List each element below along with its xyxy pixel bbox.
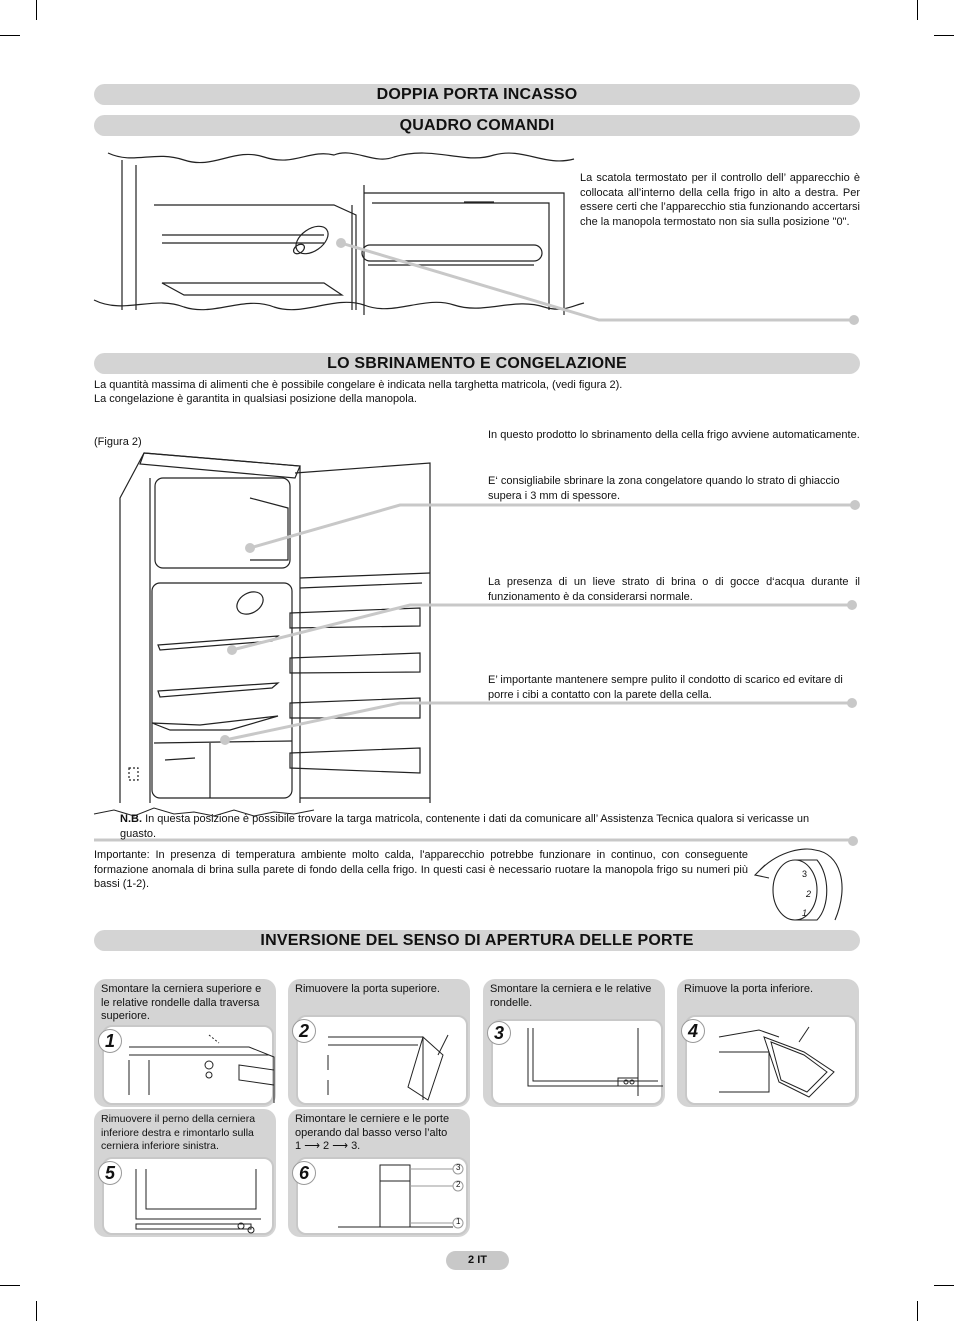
callout-dot (849, 315, 859, 325)
remove-bottom-door-drawing (709, 1022, 859, 1102)
knob-label: 3 (802, 869, 808, 879)
heading-doppia-porta: DOPPIA PORTA INCASSO (94, 84, 860, 105)
crop-mark (36, 0, 37, 20)
step-image (102, 1157, 274, 1235)
seq-3: 3. (351, 1140, 361, 1152)
step-number: 3 (487, 1021, 511, 1045)
note-drain: E’ importante mantenere sempre pulito il condotto di scarico ed evitare di porre i cibi a contatto con la parete della cella. (488, 674, 843, 701)
crop-mark (917, 1301, 918, 1321)
crop-mark (36, 1301, 37, 1321)
knob-label: 2 (806, 889, 812, 899)
step-text: Smontare la cerniera e le relative rondelle. (490, 983, 652, 1009)
nb-label: N.B. (120, 813, 142, 825)
step-text-main: Rimontare le cerniere e le porte operando dal basso verso l’alto (295, 1113, 450, 1139)
heading-quadro-comandi: QUADRO COMANDI (94, 115, 860, 136)
step-text: Rimuovere la porta superiore. (295, 983, 440, 995)
step-number: 1 (98, 1029, 122, 1053)
order-label: 2 (456, 1180, 461, 1189)
step-text: Rimuove la porta inferiore. (684, 983, 814, 995)
note-automatic-defrost: In questo prodotto lo sbrinamento della cella frigo avviene automaticamente. (488, 429, 860, 441)
arrow-right-icon: ⟶ (304, 1140, 320, 1152)
step-card-1 (94, 979, 276, 1107)
heading-sbrinamento: LO SBRINAMENTO E CONGELAZIONE (94, 353, 860, 374)
crop-mark (0, 35, 20, 36)
arrow-right-icon: ⟶ (332, 1140, 348, 1152)
step-card-3 (483, 979, 665, 1107)
step-image (685, 1015, 857, 1105)
step-text: Smontare la cerniera superiore e le relative rondelle dalla traversa superiore. (101, 983, 262, 1022)
step-number: 2 (292, 1019, 316, 1043)
step-number: 5 (98, 1161, 122, 1185)
heading-inversione: INVERSIONE DEL SENSO DI APERTURA DELLE PORTE (94, 930, 860, 951)
intro-line-2: La congelazione è garantita in qualsiasi posizione della manopola. (94, 393, 417, 405)
step-number: 6 (292, 1161, 316, 1185)
note-frost-normal: La presenza di un lieve strato di brina o di gocce d‘acqua durante il funzionamento è da considerarsi normale. (488, 576, 860, 603)
step-card-4 (677, 979, 859, 1107)
crop-mark (0, 1285, 20, 1286)
step-image (491, 1019, 663, 1105)
order-label: 3 (456, 1163, 461, 1172)
hinge-bottom-drawing (126, 1164, 276, 1234)
step-text (295, 1113, 464, 1154)
nb-note (120, 812, 820, 841)
step-image (296, 1157, 468, 1235)
crop-mark (917, 0, 918, 20)
importante-note: Importante: In presenza di temperatura ambiente molto calda, l'apparecchio potrebbe funzionare in continuo, con conseguente formazione anomala di brina sulla parete di fondo della cella frigo. In questi casi è necessario ruotare la manopola frigo su numeri più bassi (1-2). (94, 849, 748, 890)
intro-line-1: La quantità massima di alimenti che è possibile congelare è indicata nella targhetta matricola, (vedi figura 2). (94, 379, 623, 391)
step-image (296, 1015, 468, 1105)
sequence (295, 1140, 360, 1152)
reassemble-drawing (318, 1161, 468, 1233)
remove-top-door-drawing (323, 1025, 473, 1100)
seq-1: 1 (295, 1140, 302, 1152)
step-image (102, 1025, 274, 1105)
hinge-top-drawing (129, 1035, 279, 1103)
step-card-6 (288, 1109, 470, 1237)
note-defrost-freezer: E‘ consigliabile sbrinare la zona congelatore quando lo strato di ghiaccio supera i 3 mm di spessore. (488, 475, 840, 502)
crop-mark (934, 1285, 954, 1286)
nb-text: In questa posizione è possibile trovare la targa matricola, contenente i dati da comunicare all’ Assistenza Tecnica qualora si vericasse un guasto. (120, 813, 810, 840)
page-number: 2 IT (446, 1251, 509, 1270)
figure-label: (Figura 2) (94, 436, 142, 448)
seq-2: 2 (323, 1140, 330, 1152)
quadro-text: La scatola termostato per il controllo dell’ apparecchio è collocata all’interno della cella frigo in alto a destra. Per essere certi che l’apparecchio stia funzionando accertarsi che la manopola termostato non sia sulla posizione "0". (580, 172, 860, 228)
step-text: Rimuovere il perno della cerniera inferiore destra e rimontarlo sulla cerniera inferiore sinistra. (101, 1113, 256, 1152)
knob-label: 1 (802, 908, 808, 918)
step-number: 4 (681, 1019, 705, 1043)
step-card-5 (94, 1109, 276, 1237)
crop-mark (934, 35, 954, 36)
hinge-middle-drawing (518, 1026, 668, 1101)
step-card-2 (288, 979, 470, 1107)
order-label: 1 (456, 1217, 461, 1226)
